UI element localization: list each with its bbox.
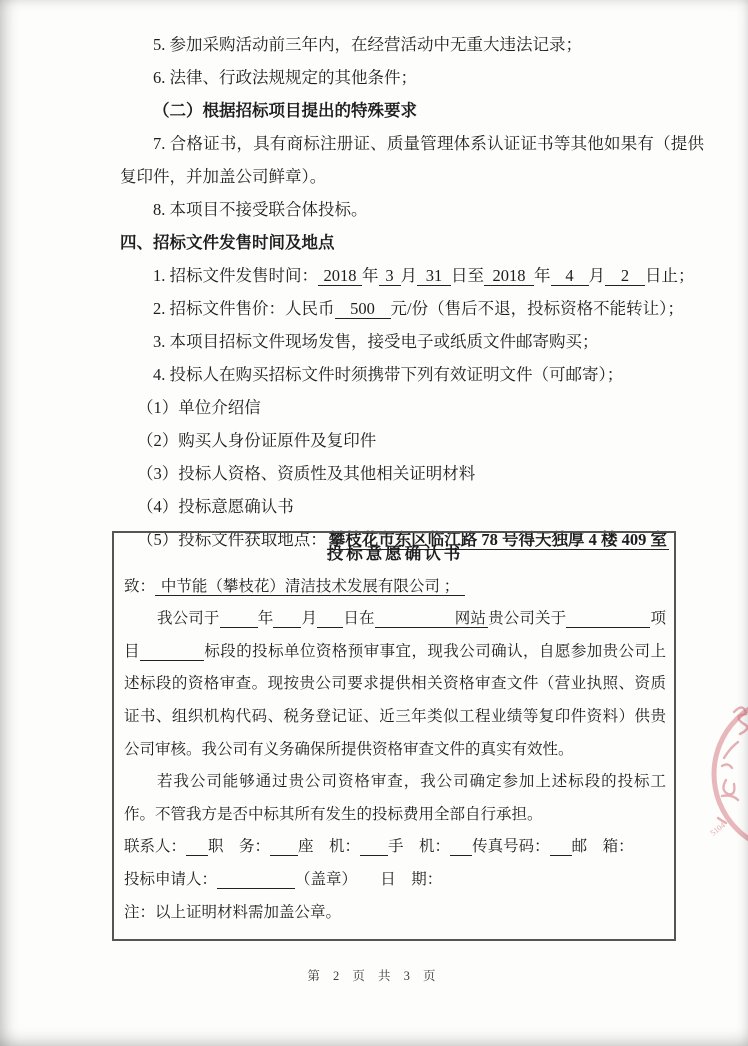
text-segment: （4）投标意愿确认书: [137, 497, 294, 516]
text-segment: 8. 本项目不接受联合体投标。: [153, 200, 368, 219]
fill-in-blank: [360, 838, 388, 856]
fill-in-blank: [186, 838, 208, 856]
seal-mark: [722, 780, 738, 800]
text-segment: 年: [534, 266, 551, 285]
text-segment: 3. 本项目招标文件现场发售，接受电子或纸质文件邮寄购买；: [153, 332, 599, 351]
document-body: [120, 28, 704, 556]
paragraph: [124, 831, 666, 864]
text-segment: 座 机：: [298, 838, 361, 856]
paragraph: [120, 391, 704, 424]
fill-in-blank: [550, 838, 572, 856]
text-segment: （2）购买人身份证原件及复印件: [137, 431, 377, 450]
text-segment: 2. 招标文件售价：人民币: [153, 299, 335, 318]
paragraph: [120, 28, 704, 61]
text-segment: （1）单位介绍信: [137, 398, 261, 417]
confirmation-box-body: [124, 571, 666, 930]
text-segment: 5. 参加采购活动前三年内，在经营活动中无重大违法记录；: [153, 35, 582, 54]
text-segment: （5）投标文件获取地点：: [137, 530, 327, 549]
text-segment: （盖章）: [295, 870, 350, 888]
fill-in-blank: [317, 610, 343, 628]
text-segment: 日至: [451, 266, 484, 285]
fill-in-blank: 31: [417, 267, 451, 286]
fill-in-blank: 500: [335, 300, 391, 319]
paragraph: [120, 358, 704, 391]
paragraph: [120, 292, 704, 325]
text-segment: 6. 法律、行政法规规定的其他条件；: [153, 68, 417, 87]
text-segment: 日止；: [645, 266, 695, 285]
paragraph: [120, 490, 704, 523]
text-segment: 若我公司能够通过贵公司资格审查，我公司确定参加上述标段的投标工作。不管我方是否中标其所有发生的投标费用全部自行承担。: [124, 773, 666, 823]
text-segment: 四、招标文件发售时间及地点: [120, 233, 335, 252]
paragraph: [120, 193, 704, 226]
paragraph: [120, 457, 704, 490]
text-segment: 项目: [124, 610, 666, 660]
text-segment: 我公司于: [157, 610, 220, 628]
fill-in-blank: [220, 610, 258, 628]
text-segment: 传真号码：: [472, 838, 550, 856]
text-segment: 中节能（攀枝花）清洁技术发展有限公司 ；: [157, 577, 464, 595]
text-segment: 年: [257, 610, 274, 628]
stamp-digits: 5104: [708, 820, 727, 838]
page-number: 第 2 页 共 3 页: [307, 969, 441, 983]
fill-in-blank: 3: [379, 267, 401, 286]
text-segment: 月: [301, 610, 318, 628]
fill-in-blank: 4: [551, 267, 589, 286]
fill-in-blank: [217, 871, 295, 889]
text-segment: （3）投标人资格、资质性及其他相关证明材料: [137, 464, 476, 483]
paragraph: [124, 571, 666, 604]
paragraph: [124, 766, 666, 831]
text-segment: 日在: [343, 610, 375, 628]
text-segment: 4. 投标人在购买招标文件时须携带下列有效证明文件（可邮寄）；: [153, 365, 624, 384]
seal-mark: [722, 764, 732, 768]
paragraph: [120, 226, 704, 259]
paragraph: [120, 127, 704, 193]
paragraph: [120, 61, 704, 94]
seal-mark: [724, 742, 738, 758]
fill-in-blank: [140, 643, 204, 661]
text-segment: 职 务：: [208, 838, 271, 856]
fill-in-blank: [273, 610, 301, 628]
text-segment: 邮 箱：: [571, 838, 634, 856]
text-segment: 年: [362, 266, 379, 285]
text-segment: 攀枝花市东区临江路 78 号得天独厚 4 楼 409 室: [328, 530, 667, 549]
paragraph: [124, 897, 666, 930]
fill-in-blank: 2018: [484, 267, 534, 286]
fill-in-blank: [566, 610, 650, 628]
paragraph: [120, 94, 704, 127]
text-segment: 注：以上证明材料需加盖公章。: [124, 903, 342, 921]
fill-in-blank: [270, 838, 298, 856]
confirmation-box: [112, 531, 676, 941]
fill-in-blank: [375, 610, 453, 628]
fill-in-blank: 2018: [318, 267, 362, 286]
paragraph: [124, 864, 666, 897]
text-segment: 联系人：: [124, 838, 187, 856]
text-segment: （二）根据招标项目提出的特殊要求: [153, 101, 417, 120]
fill-in-blank: 2: [605, 267, 645, 286]
text-segment: 手 机：: [388, 838, 451, 856]
text-segment: 致：: [124, 577, 156, 595]
text-segment: 月: [588, 266, 605, 285]
text-segment: 7. 合格证书，具有商标注册证、质量管理体系认证证书等其他如果有（提供复印件，并加盖公司鲜章）。: [120, 134, 704, 186]
text-segment: 1. 招标文件发售时间：: [153, 266, 318, 285]
text-segment: 日 期：: [349, 870, 443, 888]
paragraph: [120, 424, 704, 457]
paragraph: [124, 603, 666, 766]
confirmation-box-title: 投标意愿确认书: [326, 544, 464, 563]
text-segment: 元/份（售后不退，投标资格不能转让）；: [390, 299, 684, 318]
paragraph: [120, 325, 704, 358]
fill-in-blank: [450, 838, 472, 856]
text-segment: 贵公司关于: [488, 610, 567, 628]
text-segment: 标段的投标单位资格预审事宜，现我公司确认，自愿参加贵公司上述标段的资格审查。现按贵公司要求提供相关资格审查文件（营业执照、资质证书、组织机构代码、税务登记证、近三年类似工程业绩等复印件资料）供贵公司审核。我公司有义务确保所提供资格审查文件的真实有效性。: [124, 642, 666, 758]
text-segment: 月: [400, 266, 417, 285]
red-seal-stamp: [708, 684, 748, 864]
text-segment: 网站: [454, 610, 487, 628]
paragraph: [120, 259, 704, 292]
text-segment: 投标申请人：: [124, 870, 218, 888]
